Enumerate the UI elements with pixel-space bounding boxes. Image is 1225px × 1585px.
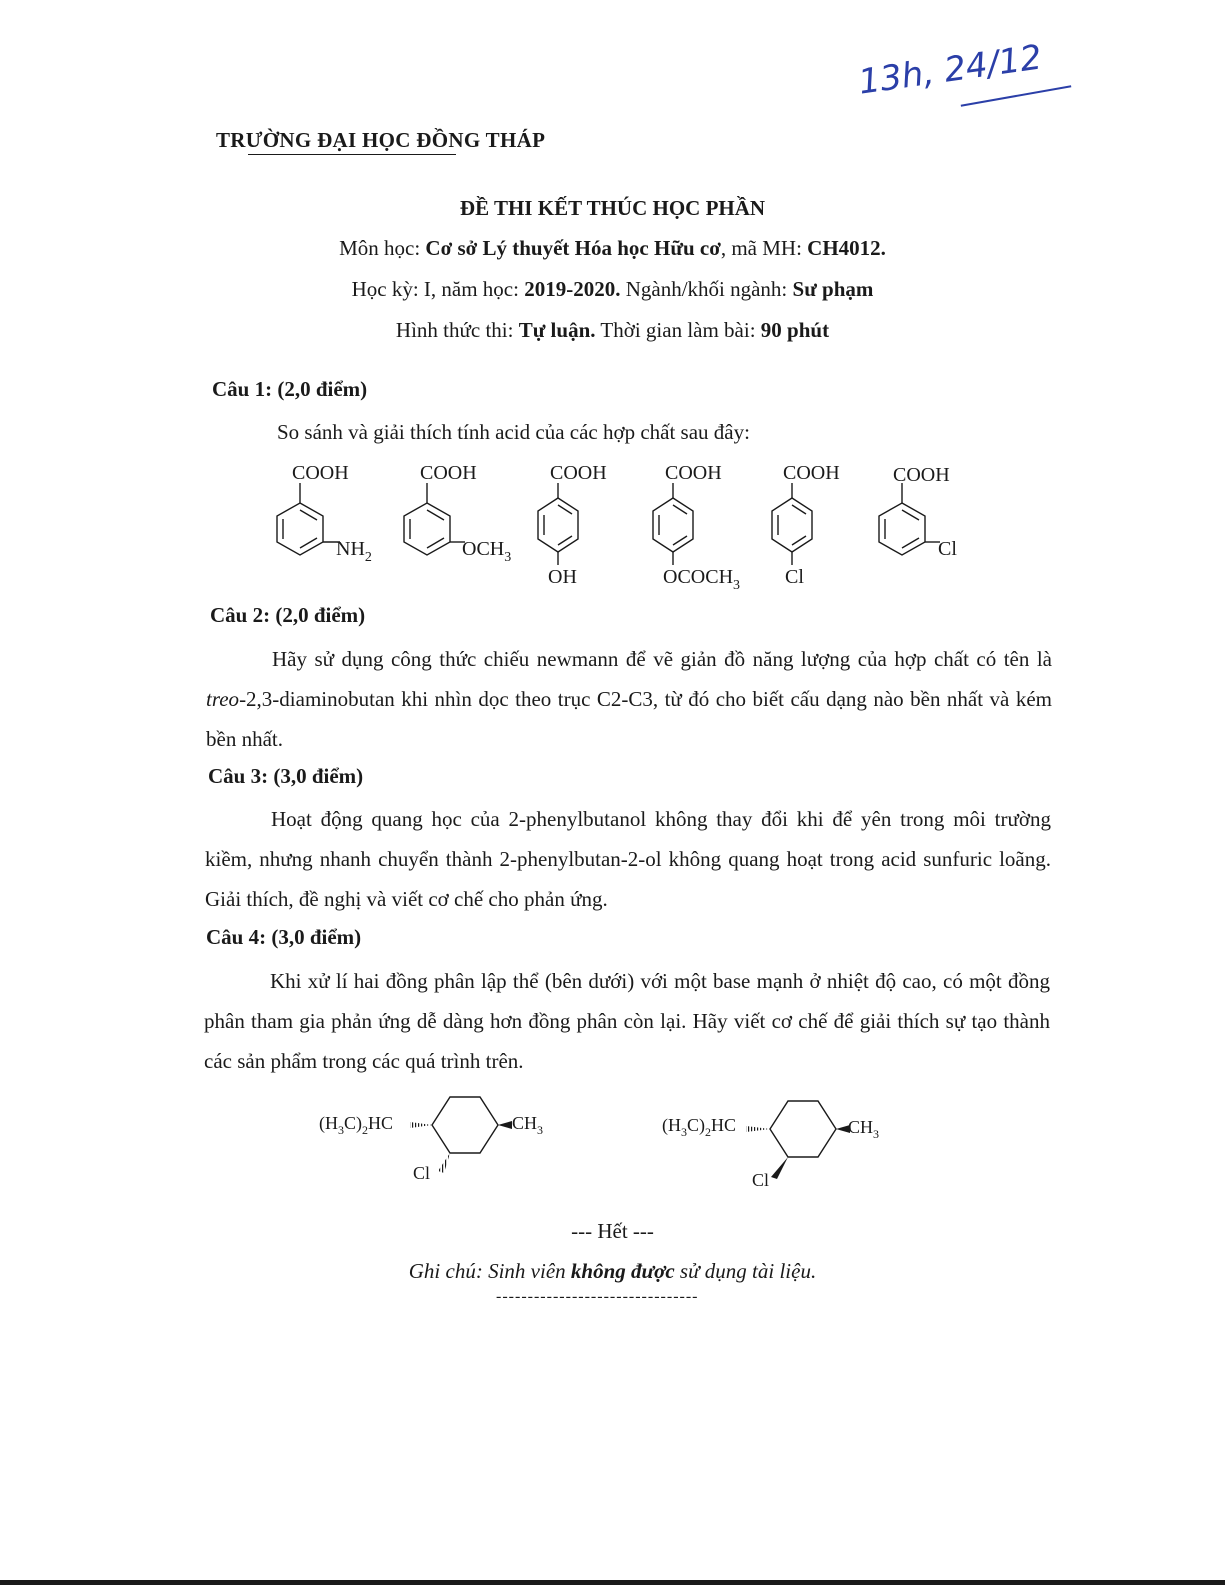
iso-a-2: C)	[344, 1113, 362, 1133]
compound-2-substituent	[462, 538, 511, 565]
subject-name: Cơ sở Lý thuyết Hóa học Hữu cơ	[425, 236, 721, 260]
closing-dashes: --------------------------------	[496, 1288, 699, 1305]
university-name: TRƯỜNG ĐẠI HỌC ĐỒNG THÁP	[216, 128, 546, 152]
question-2-heading: Câu 2: (2,0 điểm)	[210, 603, 366, 627]
isomer-a-wedge-methyl	[498, 1121, 512, 1129]
iso-a-sub1: 3	[338, 1123, 344, 1137]
question-3-text	[205, 799, 1051, 919]
c1-main: NH	[336, 538, 365, 560]
iso-a-3: HC	[368, 1113, 394, 1133]
format-line	[0, 318, 1225, 343]
handwritten-note: 13h, 24/12	[856, 37, 1045, 103]
isomer-a-hashed-bond-chloro	[438, 1153, 450, 1173]
c2-sub: 3	[504, 550, 512, 565]
compound-4-structure	[653, 483, 693, 565]
subject-code: CH4012.	[807, 236, 886, 260]
note-after: sử dụng tài liệu.	[674, 1259, 817, 1283]
q2-text-italic: treo	[206, 687, 240, 711]
question-4-heading: Câu 4: (3,0 điểm)	[206, 925, 362, 949]
me-a-sub: 3	[537, 1123, 544, 1137]
compound-1-top: COOH	[292, 462, 349, 484]
isomer-a-hashed-bond-isopropyl	[410, 1122, 432, 1128]
compound-4-substituent	[663, 566, 740, 593]
q2-text-after: -2,3-diaminobutan khi nhìn dọc theo trục C2-C3, từ đó cho biết cấu dạng nào bền nhất và kém bền nhất.	[206, 687, 1052, 751]
compound-5-substituent: Cl	[785, 566, 804, 588]
c4-sub: 3	[733, 578, 741, 593]
compound-3-substituent: OH	[548, 566, 577, 588]
iso-b-sub2: 2	[705, 1125, 711, 1139]
end-marker: --- Hết ---	[571, 1219, 654, 1243]
semester-label: Học kỳ: I, năm học:	[351, 277, 519, 301]
isomer-b-chloro: Cl	[752, 1170, 770, 1190]
note-bold: không được	[570, 1259, 675, 1283]
compounds-figure	[250, 455, 990, 595]
me-a-main: CH	[512, 1113, 538, 1133]
question-3-heading: Câu 3: (3,0 điểm)	[208, 764, 364, 788]
me-b-main: CH	[848, 1117, 874, 1137]
compound-2-structure	[404, 483, 465, 555]
compound-6-substituent: Cl	[938, 538, 957, 560]
isomer-a-structure	[432, 1097, 498, 1153]
question-4-text	[204, 961, 1050, 1081]
major: Sư phạm	[792, 277, 874, 301]
isomer-a-chloro: Cl	[413, 1163, 431, 1183]
compound-2-top: COOH	[420, 462, 477, 484]
exam-title: ĐỀ THI KẾT THÚC HỌC PHẦN	[459, 196, 766, 220]
compound-1-substituent	[336, 538, 372, 565]
exam-time: 90 phút	[760, 318, 830, 342]
question-1-text: So sánh và giải thích tính acid của các hợp chất sau đây:	[277, 420, 750, 444]
major-label: Ngành/khối ngành:	[625, 277, 788, 301]
iso-b-1: (H	[662, 1115, 681, 1135]
compound-6-structure	[879, 483, 940, 555]
university-underline	[248, 154, 456, 155]
compound-4-top: COOH	[665, 462, 722, 484]
question-2-text	[206, 639, 1052, 759]
isomer-b-methyl	[848, 1117, 879, 1141]
handwritten-underline	[961, 85, 1072, 106]
compound-3-top: COOH	[550, 462, 607, 484]
iso-b-2: C)	[687, 1115, 705, 1135]
iso-a-sub2: 2	[362, 1123, 368, 1137]
iso-b-3: HC	[711, 1115, 737, 1135]
q2-text-before: Hãy sử dụng công thức chiếu newmann để vẽ giản đồ năng lượng của hợp chất có tên là	[272, 647, 1052, 671]
subject-label: Môn học:	[339, 236, 421, 260]
compound-1-structure	[277, 483, 340, 555]
isomer-b-wedge-chloro	[771, 1157, 788, 1179]
c1-sub: 2	[364, 550, 372, 565]
subject-code-label: , mã MH:	[720, 236, 802, 260]
subject-line	[0, 236, 1225, 261]
isomer-a-methyl	[512, 1113, 543, 1137]
time-label: Thời gian làm bài:	[600, 318, 756, 342]
semester-line	[0, 277, 1225, 302]
c2-main: OCH	[462, 538, 505, 560]
iso-b-sub1: 3	[681, 1125, 687, 1139]
q3-text: Hoạt động quang học của 2-phenylbutanol không thay đổi khi để yên trong môi trường kiềm, nhưng nhanh chuyển thành 2-phenylbutan-2-ol không quang hoạt trong acid sunfuric loãng. Giải thích, đề nghị và viết cơ chế cho phản ứng.	[205, 807, 1051, 911]
note-before: Ghi chú: Sinh viên	[408, 1259, 571, 1283]
isomers-figure	[310, 1085, 910, 1200]
me-b-sub: 3	[873, 1127, 880, 1141]
scan-border	[0, 1580, 1225, 1585]
compound-5-structure	[772, 483, 812, 565]
compound-6-top: COOH	[893, 464, 950, 486]
exam-format: Tự luận.	[518, 318, 596, 342]
isomer-a-isopropyl	[319, 1113, 393, 1137]
isomer-b-structure	[770, 1101, 836, 1157]
q4-text: Khi xử lí hai đồng phân lập thể (bên dưới) với một base mạnh ở nhiệt độ cao, có một đồng phân tham gia phản ứng dễ dàng hơn đồng phân còn lại. Hãy viết cơ chế để giải thích sự tạo thành các sản phẩm trong các quá trình trên.	[204, 969, 1050, 1073]
compound-3-structure	[538, 483, 578, 565]
school-year: 2019-2020.	[524, 277, 621, 301]
iso-a-1: (H	[319, 1113, 338, 1133]
footnote	[0, 1259, 1225, 1284]
question-1-heading: Câu 1: (2,0 điểm)	[212, 377, 368, 401]
format-label: Hình thức thi:	[395, 318, 514, 342]
isomer-b-hashed-bond-isopropyl	[746, 1126, 770, 1132]
c4-main: OCOCH	[663, 566, 734, 588]
isomer-b-isopropyl	[662, 1115, 736, 1139]
compound-5-top: COOH	[783, 462, 840, 484]
